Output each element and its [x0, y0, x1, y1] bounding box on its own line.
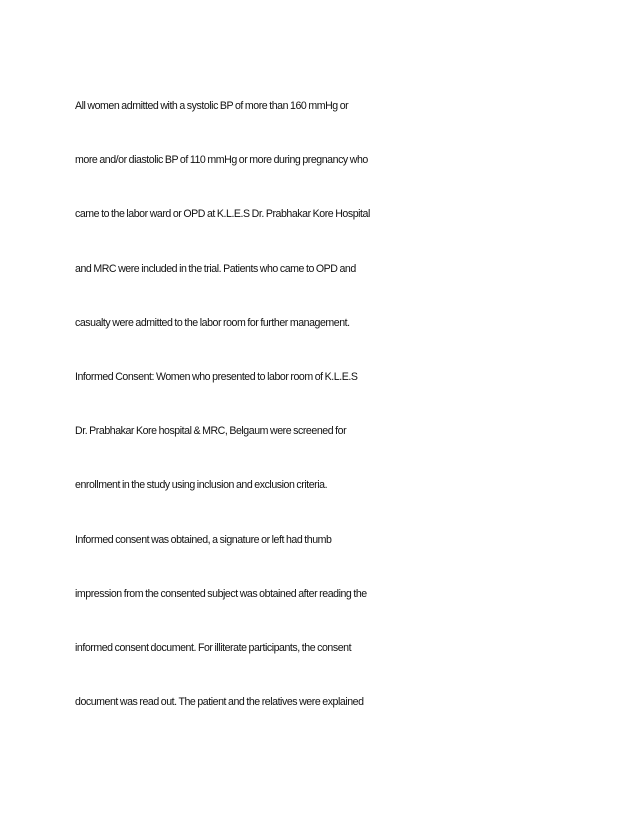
text-line: Dr. Prabhakar Kore hospital & MRC, Belgaum were screened for — [75, 425, 347, 438]
body-text — [75, 98, 595, 748]
text-line: and MRC were included in the trial. Patients who came to OPD and — [75, 262, 356, 275]
text-line: more and/or diastolic BP of 110 mmHg or more during pregnancy who — [75, 154, 368, 167]
text-line: Informed Consent: Women who presented to labor room of K.L.E.S — [75, 370, 358, 383]
text-line: casualty were admitted to the labor room for further management. — [75, 316, 350, 329]
text-line: came to the labor ward or OPD at K.L.E.S Dr. Prabhakar Kore Hospital — [75, 208, 370, 221]
text-line: All women admitted with a systolic BP of more than 160 mmHg or — [75, 100, 349, 112]
text-line: Informed consent was obtained, a signature or left had thumb — [75, 533, 332, 546]
text-line: impression from the consented subject was obtained after reading the — [75, 587, 367, 600]
text-line: enrollment in the study using inclusion and exclusion criteria. — [75, 479, 328, 492]
text-line: informed consent document. For illiterate participants, the consent — [75, 641, 352, 654]
text-line: document was read out. The patient and the relatives were explained — [75, 696, 364, 709]
